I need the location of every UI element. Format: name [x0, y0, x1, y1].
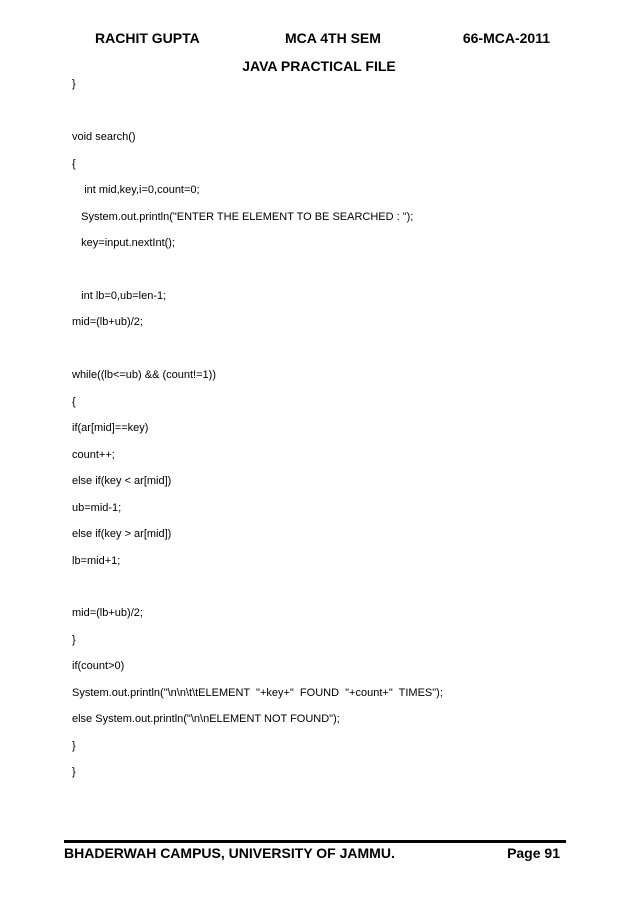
code-line: key=input.nextInt();	[72, 237, 176, 249]
code-line: }	[72, 740, 76, 752]
code-line: while((lb<=ub) && (count!=1))	[72, 369, 216, 381]
code-line: else if(key > ar[mid])	[72, 528, 172, 540]
header-course: MCA 4TH SEM	[285, 30, 381, 46]
code-line: System.out.println("\n\n\t\tELEMENT "+key+" FOUND "+count+" TIMES");	[72, 687, 443, 699]
code-line: mid=(lb+ub)/2;	[72, 607, 143, 619]
code-line: lb=mid+1;	[72, 555, 121, 567]
footer-divider	[64, 840, 566, 843]
code-line: }	[72, 634, 76, 646]
footer-campus: BHADERWAH CAMPUS, UNIVERSITY OF JAMMU.	[64, 845, 395, 861]
code-line: int mid,key,i=0,count=0;	[72, 184, 200, 196]
header-roll: 66-MCA-2011	[462, 30, 550, 46]
code-line: {	[72, 396, 76, 408]
code-line: if(ar[mid]==key)	[72, 422, 149, 434]
code-line: }	[72, 766, 76, 778]
code-line: {	[72, 158, 76, 170]
code-line: else if(key < ar[mid])	[72, 475, 172, 487]
code-line: ub=mid-1;	[72, 502, 122, 514]
code-line: mid=(lb+ub)/2;	[72, 316, 143, 328]
page-subtitle: JAVA PRACTICAL FILE	[242, 58, 396, 74]
code-line: count++;	[72, 449, 115, 461]
code-line: void search()	[72, 131, 136, 143]
code-line: int lb=0,ub=len-1;	[72, 290, 167, 302]
footer-page-number: Page 91	[507, 845, 560, 861]
header-author: RACHIT GUPTA	[95, 30, 200, 46]
code-line: if(count>0)	[72, 660, 125, 672]
code-line: else System.out.println("\n\nELEMENT NOT FOUND");	[72, 713, 340, 725]
code-line: System.out.println("ENTER THE ELEMENT TO BE SEARCHED : ");	[72, 211, 414, 223]
code-line: }	[72, 78, 76, 90]
